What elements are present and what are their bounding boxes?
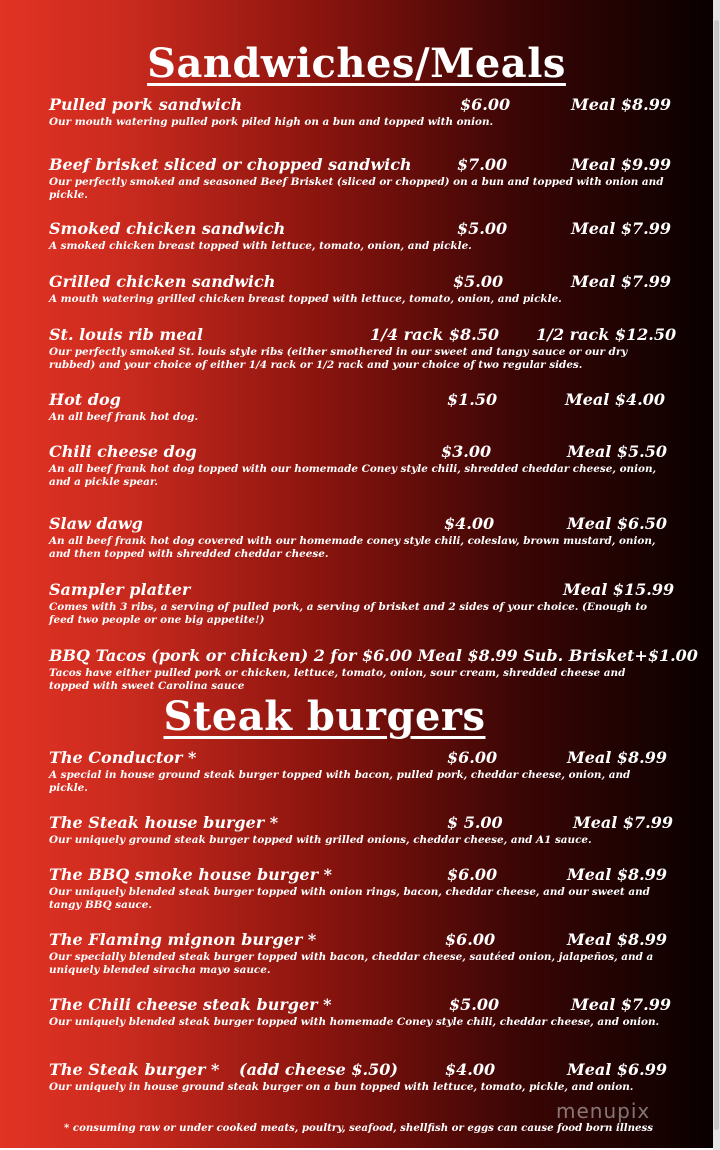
item-meal-price: Meal $8.99 xyxy=(567,865,668,884)
item-meal-price: Meal $6.99 xyxy=(567,1060,668,1079)
menu-item-bbq-smoke-house-burger xyxy=(49,865,669,911)
item-price: $1.50 xyxy=(447,390,498,409)
item-meal-price: Meal $9.99 xyxy=(571,155,672,174)
burgers-heading: Steak burgers xyxy=(163,693,486,740)
item-meal-price: Meal $6.50 xyxy=(567,514,668,533)
menu-item-steak-burger xyxy=(49,1060,669,1094)
item-description: Our uniquely ground steak burger topped with grilled onions, cheddar cheese, and A1 sauce. xyxy=(49,834,592,846)
item-meal-price: Meal $7.99 xyxy=(573,813,674,832)
item-name: St. louis rib meal xyxy=(49,325,203,344)
menu-item-smoked-chicken xyxy=(49,219,672,253)
item-meal-price: Meal $7.99 xyxy=(571,219,672,238)
menupix-watermark: menupix xyxy=(556,1099,651,1123)
item-meal-price: 1/2 rack $12.50 xyxy=(536,325,677,344)
menu-item-chili-cheese-dog xyxy=(49,442,669,488)
item-price: $ 5.00 xyxy=(447,813,503,832)
item-price: $5.00 xyxy=(449,995,500,1014)
item-description: An all beef frank hot dog topped with our homemade Coney style chili, shredded cheddar cheese, onion, and a pickle spear. xyxy=(49,463,657,488)
item-meal-price: Meal $7.99 xyxy=(571,995,672,1014)
item-name: BBQ Tacos (pork or chicken) 2 for $6.00 Meal $8.99 Sub. Brisket+$1.00 xyxy=(49,646,698,665)
item-name: The Conductor * xyxy=(49,748,197,767)
item-price: $4.00 xyxy=(445,1060,496,1079)
item-name: Pulled pork sandwich xyxy=(49,95,243,114)
item-name: Hot dog xyxy=(49,390,121,409)
sandwiches-heading: Sandwiches/Meals xyxy=(147,40,566,87)
item-name: Grilled chicken sandwich xyxy=(49,272,276,291)
item-name: The Flaming mignon burger * xyxy=(49,930,317,949)
menu-item-beef-brisket xyxy=(49,155,672,201)
menu-item-bbq-tacos xyxy=(49,646,698,692)
item-description: An all beef frank hot dog. xyxy=(49,411,199,423)
menu-item-hot-dog xyxy=(49,390,669,424)
item-meal-price: Meal $8.99 xyxy=(567,748,668,767)
item-description: Our perfectly smoked and seasoned Beef Brisket (sliced or chopped) on a bun and topped with onion and pickle. xyxy=(49,176,664,201)
item-meal-price: Meal $7.99 xyxy=(571,272,672,291)
item-name: Beef brisket sliced or chopped sandwich xyxy=(49,155,412,174)
item-price: $6.00 xyxy=(445,930,496,949)
menu-item-steak-house-burger xyxy=(49,813,674,847)
item-price: $5.00 xyxy=(457,219,508,238)
item-description: Our perfectly smoked St. louis style ribs (either smothered in our sweet and tangy sauce or our dry rubbed) and your choice of either 1/4 rack or 1/2 rack and your choice of two regular sides. xyxy=(49,346,628,371)
item-description: Our specially blended steak burger topped with bacon, cheddar cheese, sautéed onion, jalapeños, and a uniquely blended siracha mayo sauce. xyxy=(49,951,654,976)
item-description: A mouth watering grilled chicken breast topped with lettuce, tomato, onion, and pickle. xyxy=(49,293,562,305)
item-price: $6.00 xyxy=(447,865,498,884)
scrollbar-thumb[interactable] xyxy=(714,20,719,1130)
item-description: Our uniquely in house ground steak burger on a bun topped with lettuce, tomato, pickle, and onion. xyxy=(49,1081,634,1093)
menu-item-slaw-dawg xyxy=(49,514,669,560)
item-description: Our uniquely blended steak burger topped with onion rings, bacon, cheddar cheese, and our sweet and tangy BBQ sauce. xyxy=(49,886,650,911)
item-price: $6.00 xyxy=(447,748,498,767)
item-price: $6.00 xyxy=(460,95,511,114)
item-description: Our mouth watering pulled pork piled high on a bun and topped with onion. xyxy=(49,116,494,128)
health-warning-footnote: * consuming raw or under cooked meats, poultry, seafood, shellfish or eggs can cause food born illness xyxy=(64,1122,653,1134)
menu-item-pulled-pork xyxy=(49,95,672,129)
menu-item-st-louis-ribs xyxy=(49,325,677,371)
item-description: A special in house ground steak burger topped with bacon, pulled pork, cheddar cheese, onion, and pickle. xyxy=(49,769,631,794)
menu-item-flaming-mignon-burger xyxy=(49,930,669,976)
item-name: The Chili cheese steak burger * xyxy=(49,995,332,1014)
item-meal-price: Meal $5.50 xyxy=(567,442,668,461)
item-price: $5.00 xyxy=(453,272,504,291)
menu-item-the-conductor xyxy=(49,748,669,794)
item-description: Comes with 3 ribs, a serving of pulled pork, a serving of brisket and 2 sides of your choice. (Enough to feed two people or one big appetite!) xyxy=(49,601,648,626)
item-name: The BBQ smoke house burger * xyxy=(49,865,332,884)
item-name: Slaw dawg xyxy=(49,514,143,533)
item-meal-price: Meal $8.99 xyxy=(567,930,668,949)
item-name: The Steak house burger * xyxy=(49,813,279,832)
item-name: Sampler platter xyxy=(49,580,191,599)
item-description: Our uniquely blended steak burger topped with homemade Coney style chili, cheddar cheese, and onion. xyxy=(49,1016,660,1028)
item-price: 1/4 rack $8.50 xyxy=(370,325,499,344)
menu-item-grilled-chicken xyxy=(49,272,672,306)
item-description: An all beef frank hot dog covered with our homemade coney style chili, coleslaw, brown mustard, onion, and then topped with shredded cheddar cheese. xyxy=(49,535,656,560)
item-meal-price: Meal $15.99 xyxy=(563,580,675,599)
item-description: A smoked chicken breast topped with lettuce, tomato, onion, and pickle. xyxy=(49,240,472,252)
menu-item-chili-cheese-steak-burger xyxy=(49,995,672,1029)
item-extra: (add cheese $.50) xyxy=(239,1060,398,1079)
item-price: $4.00 xyxy=(444,514,495,533)
item-meal-price: Meal $8.99 xyxy=(571,95,672,114)
menu-item-sampler-platter xyxy=(49,580,675,626)
item-price: $3.00 xyxy=(441,442,492,461)
item-description: Tacos have either pulled pork or chicken, lettuce, tomato, onion, sour cream, shredded cheese and topped with sweet Carolina sauce xyxy=(49,667,626,692)
item-meal-price: Meal $4.00 xyxy=(565,390,666,409)
item-name: Smoked chicken sandwich xyxy=(49,219,286,238)
item-name: Chili cheese dog xyxy=(49,442,197,461)
item-price: $7.00 xyxy=(457,155,508,174)
item-name: The Steak burger * xyxy=(49,1060,220,1079)
